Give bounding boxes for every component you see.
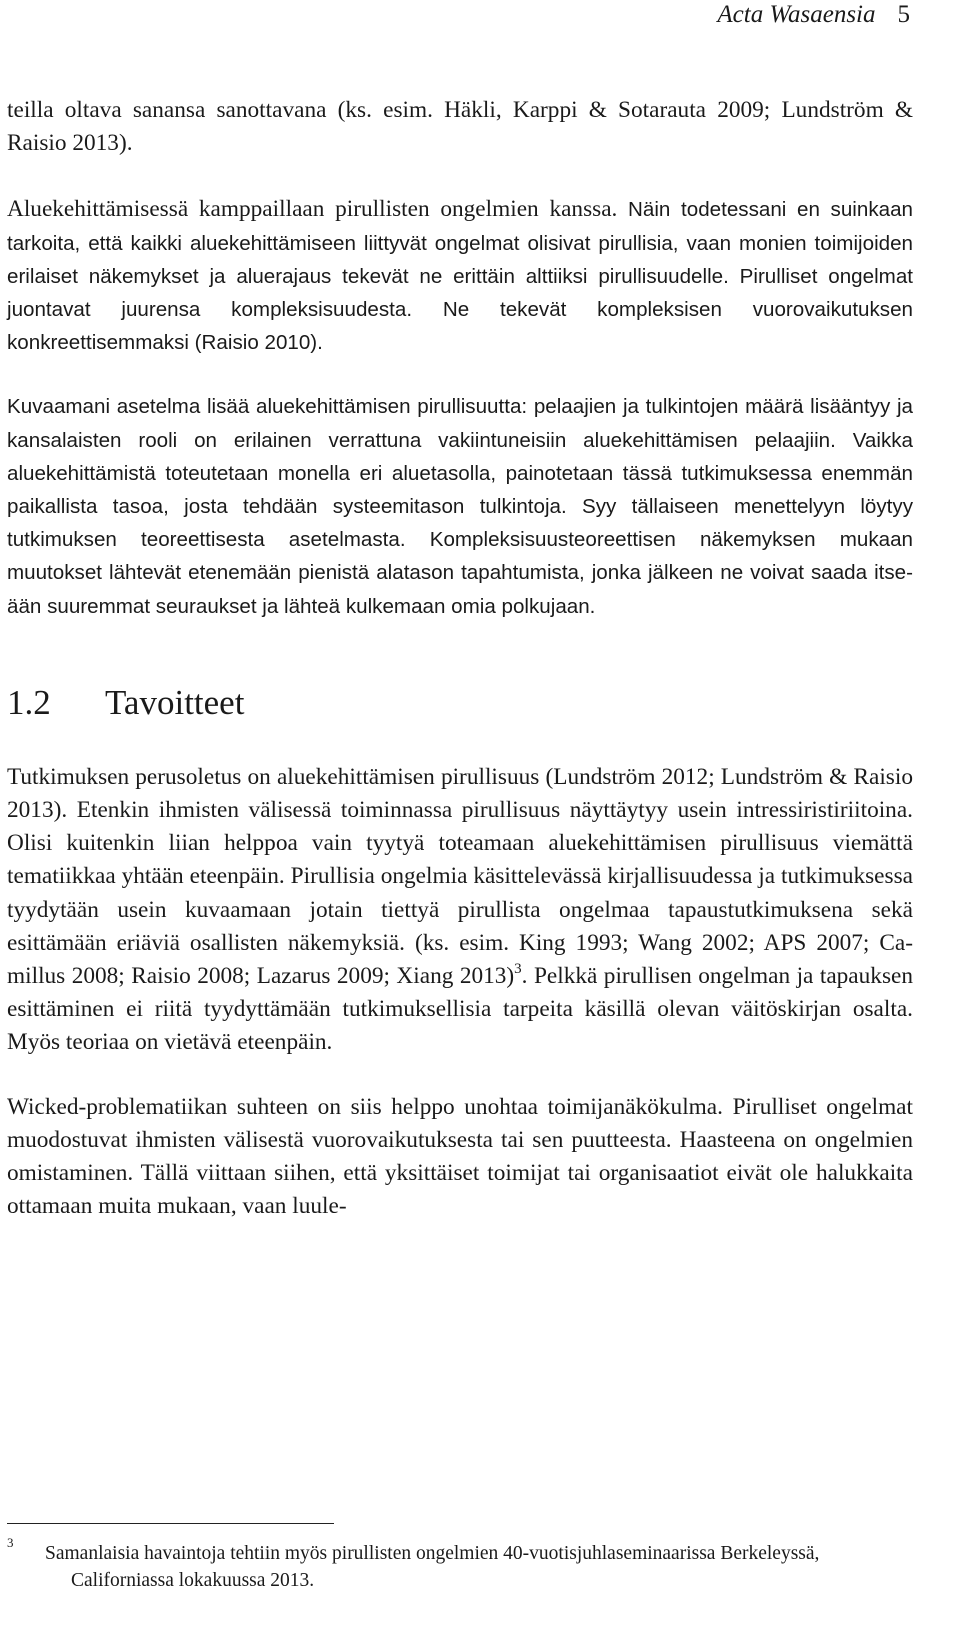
footnote-text: Samanlaisia havaintoja tehtiin myös pirullisten ongelmien 40-vuotisjuhlaseminaarissa Berkeleyssä, Californiassa lokakuussa 2013. xyxy=(45,1543,820,1591)
footnote xyxy=(7,1535,877,1594)
paragraph-5: Wicked-problematiikan suhteen on siis helppo unohtaa toimijanäkökulma. Pirulliset ongelmat muodostuvat ihmisten välisestä vuorovaikutuksesta tai sen puutteesta. Haasteena on ongelmien omistaminen. Tällä viittaan siihen, että yksittäiset toimijat tai organisaatiot eivät ole halukkaita ottamaan muita mukaan, vaan luule- xyxy=(7,1093,913,1220)
paragraph-1: teilla oltava sanansa sanottavana (ks. esim. Häkli, Karppi & Sotarauta 2009; Lundström & Raisio 2013). xyxy=(7,97,913,157)
paragraph-2-rest: Näin todetessani en suinkaan tarkoita, että kaikki aluekehittämiseen liittyvät ongelmat olisivat pirullisia, vaan monien toimijoiden erilaiset näkemykset ja aluerajaus tekevät ne erittäin alttiiksi pirullisuudelle. Pirulliset ongelmat juontavat juurensa kompleksisuudesta. Ne tekevät kompleksisen vuorovaikutuksen konkreettisemmaksi (Raisio 2010). xyxy=(7,198,913,355)
paragraph-3: Kuvaamani asetelma lisää aluekehittämisen pirullisuutta: pelaajien ja tulkintojen määrä lisääntyy ja kansalaisten rooli on erilainen verrattuna vakiintuneisiin aluekehittämisen pelaajiin. Vaikka aluekehittämistä toteutetaan monella eri aluetasolla, painotetaan tässä tutkimuksessa enemmän paikallista tasoa, josta tehdään systeemitason tulkintoja. Syy tällaiseen menettelyyn löytyy tutkimuksen teoreettisesta asetelmasta. Kompleksisuusteoreettisen näkemyksen mukaan muutokset lähtevät etenemään pienistä alatason tapahtumista, jonka jälkeen ne voivat saada itseään suuremmat seuraukset ja lähteä kulkemaan omia polkujaan. xyxy=(7,395,913,618)
footnote-reference[interactable]: 3 xyxy=(514,961,522,978)
journal-name: Acta Wasaensia xyxy=(717,1,876,28)
paragraph-2 xyxy=(7,193,913,359)
section-heading xyxy=(7,683,913,723)
paragraph-2-lead: Aluekehittämisessä kamppaillaan pirullisten ongelmien kanssa. xyxy=(7,196,618,223)
paragraph-4-rest: . Pelkkä pirullisen ongelman ja tapauksen esittäminen ei riitä tyydyttämään tutkimuksellisia tarpeita käsillä olevan väitöskirjan osalta. Myös teoriaa on vietävä eteenpäin. xyxy=(7,963,913,1056)
section-title: Tavoitteet xyxy=(105,682,245,722)
page-number: 5 xyxy=(897,1,910,28)
footnote-separator xyxy=(7,1523,334,1524)
paragraph-4-lead: Tutkimuksen perusoletus on aluekehittämisen pirullisuus (Lundström 2012; Lundström & Raisio 2013). Etenkin ihmisten välisessä toiminnassa pirullisuus näyttäytyy usein intressiristiriitoina. Olisi kuitenkin liian helppoa vain tyytyä toteamaan aluekehittämisen pirullisuus viemättä tematiikkaa yhtään eteenpäin. Pirullisia ongelmia käsittelevässä kirjallisuudessa ja tutkimuksessa tyydytään usein kuvaamaan jotain tiettyä pirullista ongelmaa tapaustutkimuksena sekä esittämään eriäviä osallisten näkemyksiä. (ks. esim. King 1993; Wang 2002; APS 2007; Camillus 2008; Raisio 2008; Lazarus 2009; Xiang 2013) xyxy=(7,763,913,990)
paragraph-4 xyxy=(7,761,913,1060)
section-number: 1.2 xyxy=(7,682,51,722)
body-text xyxy=(7,94,913,1223)
footnote-mark: 3 xyxy=(7,1535,14,1550)
running-header xyxy=(717,0,910,30)
